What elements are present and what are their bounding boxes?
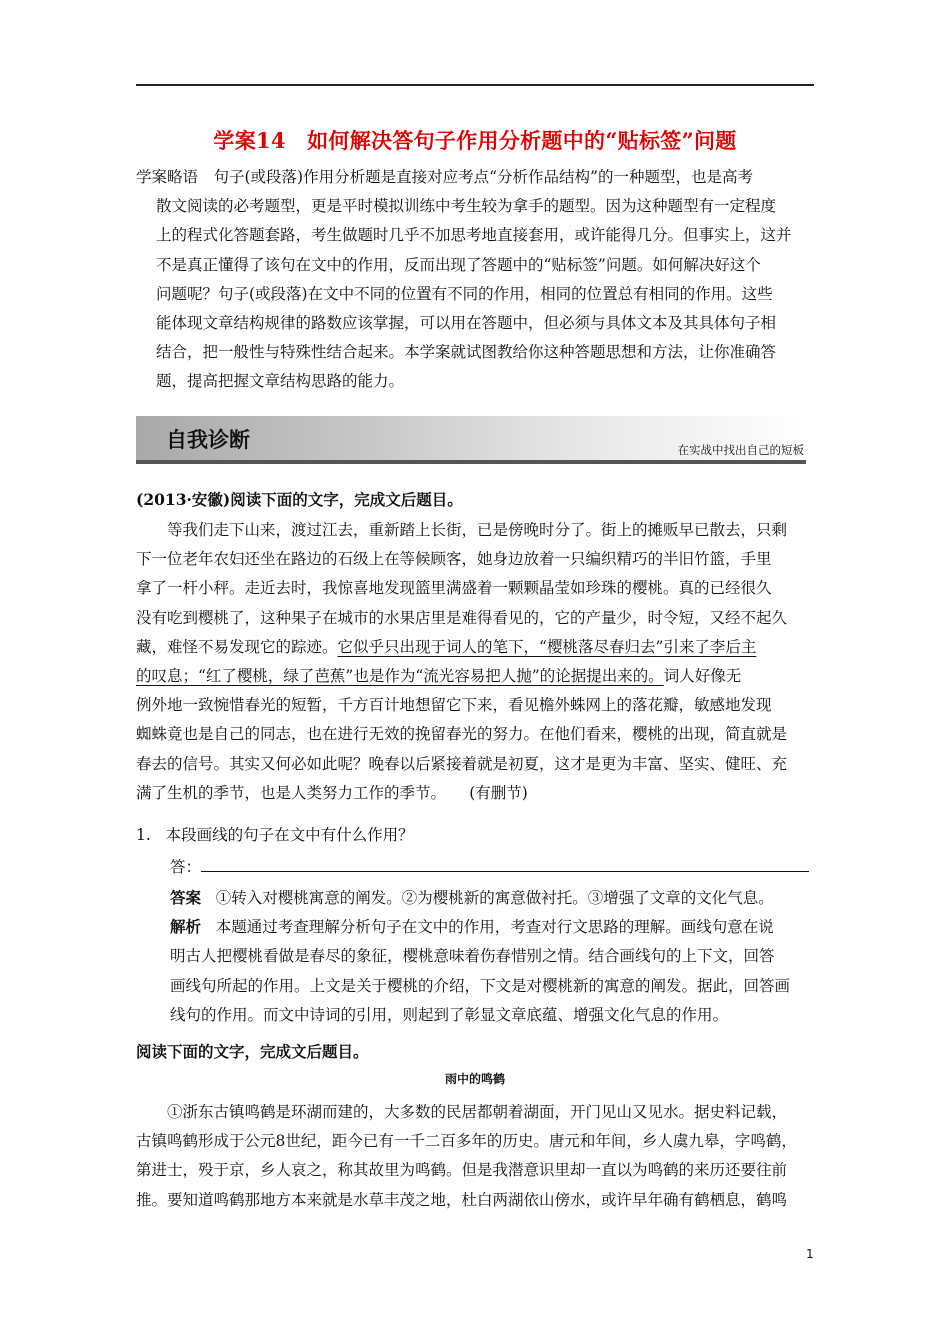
- top-rule: [136, 84, 814, 86]
- answer-blank[interactable]: [201, 857, 809, 872]
- passage-text: 词人好像无: [663, 667, 742, 686]
- abstract-line: 题，提高把握文章结构思路的能力。: [156, 372, 405, 391]
- essay-line: ①浙东古镇鸣鹤是环湖而建的，大多数的民居都朝着湖面，开门见山又见水。据史料记载，: [136, 1103, 788, 1121]
- passage-line: 没有吃到樱桃了，这种果子在城市的水果店里是难得看见的，它的产量少，时令短，又经不起久: [136, 608, 788, 627]
- section-title: 自我诊断: [166, 428, 250, 452]
- abstract-line: 不是真正懂得了该句在文中的作用，反而出现了答题中的“贴标签”问题。如何解决好这个: [156, 255, 761, 274]
- page-number: 1: [806, 1247, 814, 1261]
- answer-prompt: 答：: [170, 858, 202, 876]
- abstract-line: 散文阅读的必考题型，更是平时模拟训练中考生较为拿手的题型。因为这种题型有一定程度: [156, 197, 777, 216]
- answer-line: [170, 855, 809, 877]
- section-divider: [136, 460, 806, 464]
- answer-block: [170, 884, 820, 1030]
- page-title: 学案14 如何解决答句子作用分析题中的“贴标签”问题: [213, 128, 737, 153]
- essay-title: 雨中的鸣鹤: [444, 1072, 505, 1086]
- section-header-bar: [136, 416, 806, 460]
- question-number: 1.: [136, 826, 151, 844]
- abstract-line: 问题呢？句子(或段落)在文中不同的位置有不同的作用，相同的位置总有相同的作用。这些: [156, 284, 773, 303]
- passage-line: 满了生机的季节，也是人类努力工作的季节。 (有删节): [136, 783, 528, 802]
- analysis-line: 线句的作用。而文中诗词的引用，则起到了彰显文章底蕴、增强文化气息的作用。: [170, 1005, 729, 1024]
- reading-passage: [136, 516, 818, 808]
- passage-line: 春去的信号。其实又何必如此呢？晚春以后紧接着就是初夏，这才是更为丰富、坚实、健旺、充: [136, 754, 788, 773]
- analysis-text: 本题通过考查理解分析句子在文中的作用，考查对行文思路的理解。画线句意在说: [215, 918, 774, 937]
- answer-row: [170, 884, 820, 913]
- essay-line: 古镇鸣鹤形成于公元8世纪，距今已有一千二百多年的历史。唐元和年间，乡人虞九皋，字鸣鹤，: [136, 1132, 797, 1151]
- section-subtitle: 在实战中找出自己的短板: [677, 443, 804, 457]
- abstract-line: 学案略语 句子(或段落)作用分析题是直接对应考点“分析作品结构”的一种题型，也是高考: [136, 168, 753, 186]
- passage-line: 下一位老年农妇还坐在路边的石级上在等候顾客，她身边放着一只编织精巧的半旧竹篮，手里: [136, 550, 772, 569]
- underlined-sentence: 的叹息；“红了樱桃，绿了芭蕉”也是作为“流光容易把人抛”的论据提出来的。: [136, 667, 664, 686]
- passage-line: 等我们走下山来，渡过江去，重新踏上长街，已是傍晚时分了。街上的摊贩早已散去，只剩: [136, 521, 788, 539]
- essay-passage: [136, 1098, 818, 1215]
- passage-line: 拿了一杆小秤。走近去时，我惊喜地发现篮里满盛着一颗颗晶莹如珍珠的樱桃。真的已经很久: [136, 579, 772, 598]
- essay-line: 推。要知道鸣鹤那地方本来就是水草丰茂之地，杜白两湖依山傍水，或许早年确有鹤栖息，鹤鸣: [136, 1190, 788, 1209]
- passage-line: 例外地一致惋惜春光的短暂，千方百计地想留它下来，看见檐外蛛网上的落花瓣，敏感地发现: [136, 696, 772, 715]
- analysis-line: 画线句所起的作用。上文是关于樱桃的介绍，下文是对樱桃新的寓意的阐发。据此，回答画: [170, 976, 791, 995]
- analysis-row: [170, 913, 820, 942]
- underlined-sentence: 它似乎只出现于词人的笔下，“樱桃落尽春归去”引来了李后主: [337, 637, 757, 656]
- analysis-label: 解析: [170, 918, 202, 937]
- passage-line: [136, 633, 818, 662]
- abstract-line: 上的程式化答题套路，考生做题时几乎不加思考地直接套用，或许能得几分。但事实上，这并: [156, 226, 792, 245]
- answer-label: 答案: [170, 889, 202, 907]
- abstract: [136, 163, 818, 397]
- passage-text: 藏，难怪不易发现它的踪迹。: [136, 637, 338, 656]
- abstract-line: 结合，把一般性与特殊性结合起来。本学案就试图教给你这种答题思想和方法，让你准确答: [156, 343, 777, 362]
- passage-line: 蜘蛛竟也是自己的同志，也在进行无效的挽留春光的努力。在他们看来，樱桃的出现，简直就是: [136, 725, 788, 744]
- question: [136, 823, 414, 845]
- essay-line: 第进士，殁于京，乡人哀之，称其故里为鸣鹤。但是我潜意识里却一直以为鸣鹤的来历还要往前: [136, 1161, 788, 1180]
- question-text: 本段画线的句子在文中有什么作用？: [165, 826, 414, 844]
- instruction: 阅读下面的文字，完成文后题目。: [136, 1042, 369, 1061]
- analysis-line: 明古人把樱桃看做是春尽的象征，樱桃意味着伤春惜别之情。结合画线句的上下文，回答: [170, 947, 775, 966]
- exercise-source: (2013·安徽)阅读下面的文字，完成文后题目。: [136, 490, 463, 509]
- abstract-line: 能体现文章结构规律的路数应该掌握，可以用在答题中，但必须与具体文本及其具体句子相: [156, 314, 777, 333]
- passage-line: [136, 662, 818, 691]
- answer-text: ①转入对樱桃寓意的阐发。②为樱桃新的寓意做衬托。③增强了文章的文化气息。: [215, 889, 774, 907]
